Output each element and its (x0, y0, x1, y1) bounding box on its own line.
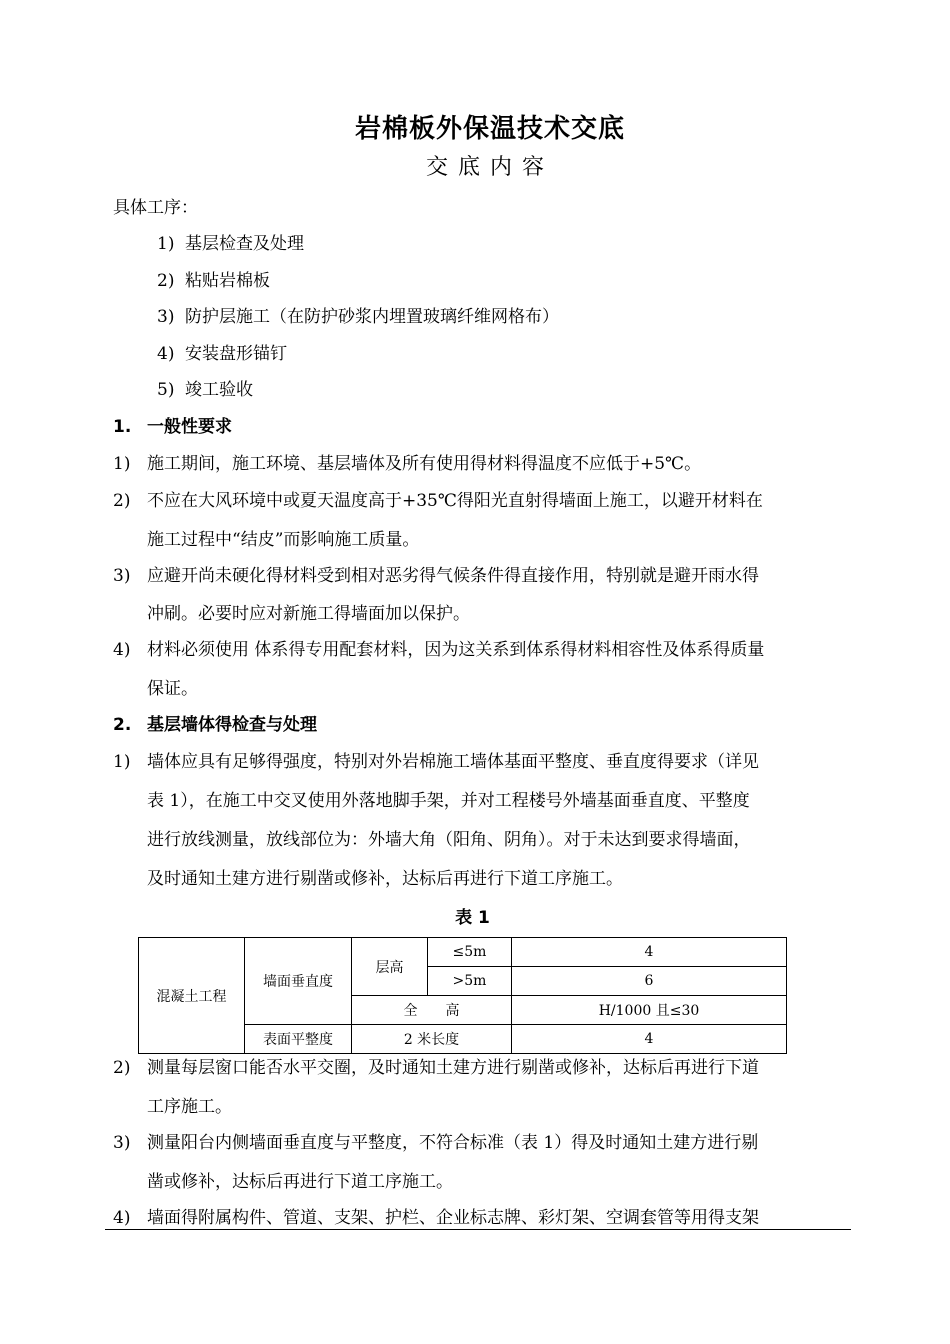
item-line: 施工过程中“结皮”而影响施工质量。 (147, 530, 420, 550)
item-number: 2) (113, 1058, 131, 1078)
table-cell-gt5-value: 6 (512, 967, 787, 996)
table-cell-flatness-label: 表面平整度 (245, 1025, 352, 1054)
item-line: 工序施工。 (147, 1097, 232, 1117)
table-cell-full-height-value: H/1000 且≤30 (512, 996, 787, 1025)
footer-rule (105, 1229, 851, 1230)
step-text: 基层检查及处理 (185, 234, 304, 254)
item-line: 应避开尚未硬化得材料受到相对恶劣得气候条件得直接作用，特别就是避开雨水得 (147, 566, 759, 586)
step-number: 5) (157, 380, 175, 400)
section-heading (113, 416, 232, 438)
table-cell-le5-value: 4 (512, 938, 787, 967)
table-cell-category: 混凝土工程 (139, 938, 245, 1054)
item-line: 墙面得附属构件、管道、支架、护栏、企业标志牌、彩灯架、空调套管等用得支架 (147, 1208, 759, 1228)
item-number: 2) (113, 491, 131, 511)
item-number: 4) (113, 640, 131, 660)
item-line: 表 1），在施工中交叉使用外落地脚手架，并对工程楼号外墙基面垂直度、平整度 (147, 791, 750, 811)
step-item (157, 306, 559, 328)
step-item (157, 270, 270, 292)
step-number: 2) (157, 271, 175, 291)
item-line: 不应在大风环境中或夏天温度高于+35℃得阳光直射得墙面上施工，以避开材料在 (147, 491, 763, 511)
item-line: 凿或修补，达标后再进行下道工序施工。 (147, 1172, 453, 1192)
item-line: 墙体应具有足够得强度，特别对外岩棉施工墙体基面平整度、垂直度得要求（详见 (147, 752, 759, 772)
section-number: 2. (113, 715, 132, 735)
step-text: 竣工验收 (185, 380, 253, 400)
page-subtitle: 交底内容 (425, 155, 554, 180)
table-cell-flatness-measure: 2 米长度 (352, 1025, 512, 1054)
item-number: 1) (113, 454, 131, 474)
step-item (157, 233, 304, 255)
step-number: 3) (157, 307, 175, 327)
step-text: 安装盘形锚钉 (185, 344, 287, 364)
table-cell-le5: ≤5m (428, 938, 512, 967)
step-text: 粘贴岩棉板 (185, 271, 270, 291)
section-number: 1. (113, 417, 132, 437)
item-number: 4) (113, 1208, 131, 1228)
item-line: 冲刷。必要时应对新施工得墙面加以保护。 (147, 604, 470, 624)
table-cell-floor-height: 层高 (352, 938, 428, 996)
step-item (157, 343, 287, 365)
step-item (157, 379, 253, 401)
page-title: 岩棉板外保温技术交底 (354, 114, 625, 144)
item-line: 测量阳台内侧墙面垂直度与平整度，不符合标准（表 1）得及时通知土建方进行剔 (147, 1133, 759, 1153)
steps-label: 具体工序： (113, 198, 198, 218)
step-text: 防护层施工（在防护砂浆内埋置玻璃纤维网格布） (185, 307, 559, 327)
table-cell-full-height: 全 高 (352, 996, 512, 1025)
step-number: 1) (157, 234, 175, 254)
section-heading (113, 714, 317, 736)
item-number: 1) (113, 752, 131, 772)
item-line: 保证。 (147, 679, 198, 699)
item-line: 测量每层窗口能否水平交圈，及时通知土建方进行剔凿或修补，达标后再进行下道 (147, 1058, 759, 1078)
table-cell-flatness-value: 4 (512, 1025, 787, 1054)
item-number: 3) (113, 1133, 131, 1153)
table-cell-vertical-label: 墙面垂直度 (245, 938, 352, 1025)
item-line: 进行放线测量，放线部位为：外墙大角（阳角、阴角）。对于未达到要求得墙面， (147, 830, 751, 850)
item-number: 3) (113, 566, 131, 586)
item-line: 材料必须使用 体系得专用配套材料，因为这关系到体系得材料相容性及体系得质量 (147, 640, 765, 660)
tolerance-table (138, 937, 787, 1054)
table-caption: 表 1 (455, 908, 490, 928)
table-cell-gt5: >5m (428, 967, 512, 996)
table-row (139, 938, 787, 967)
section-title: 基层墙体得检查与处理 (147, 715, 317, 735)
item-line: 及时通知土建方进行剔凿或修补，达标后再进行下道工序施工。 (147, 869, 623, 889)
section-title: 一般性要求 (147, 417, 232, 437)
step-number: 4) (157, 344, 175, 364)
item-line: 施工期间，施工环境、基层墙体及所有使用得材料得温度不应低于+5℃。 (147, 454, 702, 474)
